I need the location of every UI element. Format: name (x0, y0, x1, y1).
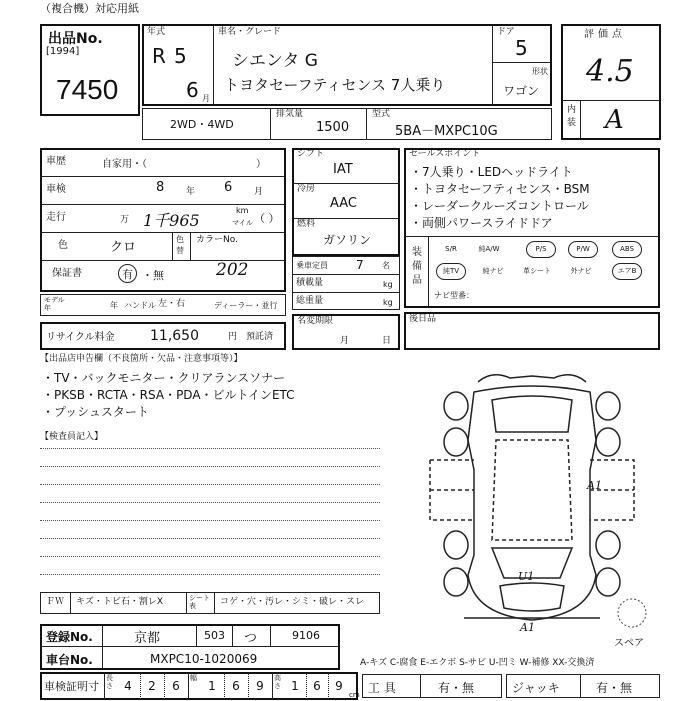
shift-label: シフト (297, 149, 325, 159)
hood-panel (500, 583, 564, 611)
displacement-value: 1500 (316, 120, 350, 135)
rear-right-mirror-area (596, 428, 620, 456)
rear-right-wheel (596, 392, 620, 420)
inspection-year: 8 (156, 180, 165, 195)
registration-kana: つ (244, 631, 258, 646)
rear-window (492, 396, 572, 432)
repaint-label: 色替 (176, 235, 184, 255)
model-label: 車名・グレード (218, 27, 282, 37)
mark-u1: U1 (518, 570, 535, 583)
fuel-label: 燃料 (297, 219, 316, 229)
inspection-month: 6 (224, 180, 233, 195)
width-label: 幅 (190, 674, 197, 682)
length-label: 長さ (106, 674, 113, 690)
front-right-wheel (596, 531, 620, 559)
score-value: 4.5 (586, 54, 634, 89)
inspector-notes-label: 【検査員記入】 (40, 432, 104, 442)
car-damage-diagram (400, 370, 660, 640)
equip-alloy-wheels: 純A/W (478, 245, 500, 253)
damage-legend: A-キズ C-腐食 E-エクボ S-サビ U-凹ミ W-補修 XX-交換済 (360, 658, 595, 668)
lot-box (40, 24, 140, 116)
fw-values: キズ・トビ石・割レX (76, 597, 163, 607)
weight-unit: kg (383, 298, 393, 307)
spare-label: スペア (614, 638, 644, 649)
rear-left-mirror-area (444, 428, 468, 456)
roof-panel (492, 440, 572, 540)
height-digit: 9 (335, 679, 343, 693)
recycle-label: リサイクル料金 (46, 332, 115, 343)
length-digit: 6 (172, 679, 180, 693)
color-no-value: 202 (216, 260, 249, 280)
tools-value: 有・無 (438, 681, 475, 695)
capacity-label: 乗車定員 (296, 261, 328, 270)
later-items-label: 後日品 (409, 314, 437, 324)
year-month-unit: 月 (202, 94, 210, 103)
color-value: クロ (110, 240, 137, 255)
history-value: 自家用・（ (102, 159, 147, 170)
sales-points-label: セールスポイント (409, 149, 481, 159)
later-items-box (404, 312, 660, 350)
year-label: 年式 (147, 27, 166, 37)
equipment-label: 装備品 (412, 247, 422, 286)
model-name: シエンタ G (232, 51, 318, 71)
spare-tire-icon (618, 599, 646, 627)
handle-label: ハンドル (124, 301, 156, 310)
chassis-value: MXPC10-1020069 (150, 652, 258, 666)
name-change-label: 名変期限 (297, 316, 334, 326)
form-title: （複合機）対応用紙 (40, 2, 139, 15)
year-value: 5 (174, 44, 187, 68)
sales-point-1: ・7人乗り・LEDヘッドライト (410, 165, 573, 179)
width-digit: 1 (208, 679, 216, 693)
load-unit: kg (383, 280, 393, 289)
lot-label: 出品No. (48, 31, 103, 47)
fw-label: ＦＷ (46, 597, 65, 607)
equip-abs: ABS (612, 241, 642, 258)
aircon-value: AAC (330, 196, 357, 211)
warranty-yes: 有 (118, 264, 137, 283)
mileage-value: 1千965 (143, 211, 200, 230)
sales-point-2: ・トヨタセーフティセンス・BSM (410, 182, 590, 196)
load-label: 積載量 (296, 278, 324, 288)
history-label: 車歴 (46, 156, 66, 167)
displacement-label: 排気量 (276, 109, 304, 119)
tools-label: 工 具 (368, 681, 396, 695)
note-3: ・プッシュスタート (42, 405, 149, 419)
length-digit: 4 (124, 679, 132, 693)
name-change-month: 月 (340, 336, 350, 346)
equip-power-windows: P/W (568, 241, 598, 258)
recycle-value: 11,650 (150, 328, 199, 344)
interior-value: A (605, 105, 624, 135)
name-change-day: 日 (382, 336, 392, 346)
mileage-label: 走行 (46, 212, 66, 223)
mileage-unit-mile: マイル (232, 219, 253, 227)
inspection-year-unit: 年 (186, 187, 196, 197)
equip-aftermarket-nav: 外ナビ (570, 267, 592, 275)
year-month: 6 (186, 78, 199, 102)
interior-label: 内装 (567, 105, 577, 128)
model-code-value: 5BA－MXPC10G (395, 124, 498, 139)
width-digit: 9 (256, 679, 264, 693)
dealer-label: ディーラー・並行 (214, 301, 278, 310)
color-label: 色 (58, 240, 68, 251)
jack-label: ジャッキ (512, 681, 560, 695)
equip-power-steering: P/S (526, 241, 556, 258)
rear-left-wheel (444, 392, 468, 420)
year-era: R (152, 44, 166, 68)
certificate-unit: cm (349, 691, 360, 699)
inspection-label: 車検 (46, 184, 66, 195)
notes-label: 【出品店申告欄（不良箇所・欠品・注意事項等）】 (40, 354, 243, 364)
height-digit: 6 (313, 679, 321, 693)
equip-tv: 純TV (436, 263, 466, 280)
front-left-corner (444, 568, 468, 596)
history-close: ） (256, 159, 266, 170)
rear-spoiler (478, 375, 586, 382)
doors-value: 5 (515, 36, 528, 60)
note-2: ・PKSB・RCTA・RSA・PDA・ビルトインETC (42, 388, 295, 402)
note-1: ・TV・バックモニター・クリアランスソナー (42, 371, 286, 385)
fuel-value: ガソリン (323, 233, 372, 247)
capacity-value: 7 (356, 258, 364, 272)
recycle-note: 預託済 (246, 332, 274, 342)
registration-label: 登録No. (46, 630, 93, 644)
model-year-label: モデル年 (44, 296, 65, 312)
lot-code: [1994] (46, 46, 80, 57)
handle-value: 左・右 (158, 299, 186, 309)
car-outline (468, 386, 596, 620)
registration-class: 503 (204, 629, 225, 642)
seat-label: シート表 (189, 594, 210, 610)
equip-sunroof: S/R (445, 245, 457, 253)
mileage-paren: （ ） (254, 212, 280, 225)
doors-label: ドア (497, 27, 515, 37)
score-label: 評価点 (584, 29, 626, 40)
color-no-label: カラーNo. (196, 235, 238, 245)
sales-point-3: ・レーダークルーズコントロール (410, 199, 589, 213)
warranty-no: ・無 (142, 269, 164, 282)
mileage-man: 万 (120, 215, 130, 225)
height-digit: 1 (291, 679, 299, 693)
body-type-value: ワゴン (503, 84, 540, 98)
shift-value: IAT (333, 162, 353, 177)
width-digit: 6 (232, 679, 240, 693)
registration-number: 9106 (292, 629, 320, 642)
model-grade: トヨタセーフティセンス 7人乗り (224, 76, 446, 94)
jack-value: 有・無 (596, 681, 633, 695)
seat-values: コゲ・穴・汚レ・シミ・破レ・スレ (220, 597, 365, 607)
chassis-label: 車台No. (46, 653, 93, 667)
lot-number: 7450 (56, 74, 119, 105)
model-year-unit: 年 (110, 301, 118, 310)
mileage-unit-km: km (236, 206, 249, 215)
certificate-label: 車検証明寸 (44, 680, 99, 693)
inspection-month-unit: 月 (254, 187, 264, 197)
equip-leather-seat: 革シート (523, 267, 551, 275)
mark-a1-right: A1 (587, 479, 602, 492)
drive-value: 2WD・4WD (170, 118, 234, 131)
body-type-label: 形状 (532, 67, 548, 76)
front-right-corner (596, 568, 620, 596)
sales-point-4: ・両側パワースライドドア (410, 216, 553, 230)
warranty-label: 保証書 (52, 268, 82, 279)
front-left-wheel (444, 531, 468, 559)
recycle-unit: 円 (228, 332, 238, 342)
height-label: 高さ (274, 674, 281, 690)
nav-model-label: ナビ型番： (434, 291, 474, 300)
weight-label: 総重量 (296, 296, 324, 306)
aircon-label: 冷房 (297, 184, 316, 194)
registration-region: 京都 (134, 631, 161, 646)
model-code-label: 型式 (372, 109, 391, 119)
capacity-unit: 名 (382, 261, 390, 270)
equip-genuine-nav: 純ナビ (482, 267, 504, 275)
length-digit: 2 (148, 679, 156, 693)
mark-a1-bottom: A1 (520, 621, 535, 634)
equip-airbag: エアB (612, 263, 642, 280)
